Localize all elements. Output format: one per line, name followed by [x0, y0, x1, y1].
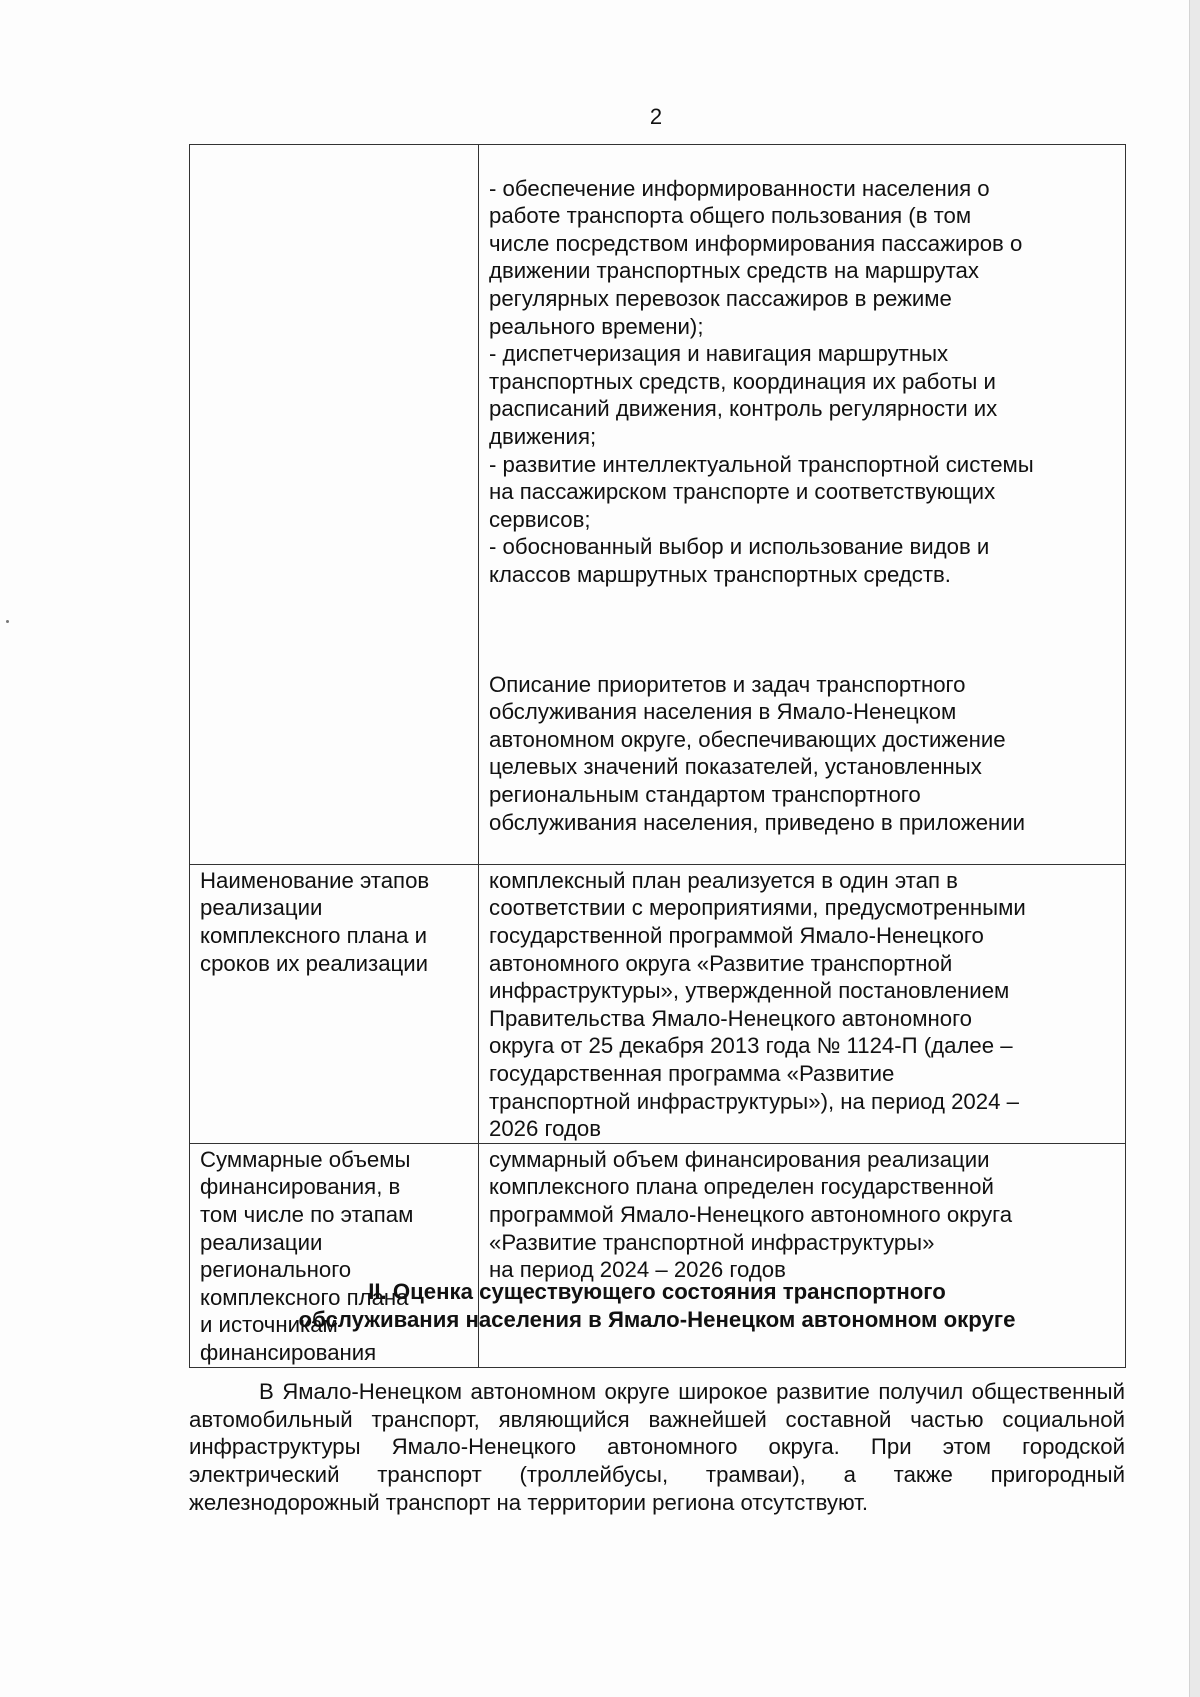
paragraph-gap — [489, 616, 1117, 643]
row-value-cell: суммарный объем финансирования реализации комплексного плана определен государственной программой Ямало-Ненецкого автономного округа «Развитие транспортной инфраструктуры» на период 2024 – 2026 годов — [479, 1143, 1126, 1367]
page-edge — [1189, 0, 1200, 1697]
section-heading: II. Оценка существующего состояния транспортного обслуживания населения в Ямало-Ненецком автономном округе — [298, 1279, 1016, 1332]
table-row — [190, 864, 1126, 1143]
program-passport-table — [189, 144, 1126, 1368]
row-label-cell — [190, 145, 479, 865]
body-paragraph: В Ямало-Ненецком автономном округе широкое развитие получил общественный автомобильный транспорт, являющийся важнейшей составной частью социальной инфраструктуры Ямало-Ненецкого автономного округа. При этом городской электрический транспорт (троллейбусы, трамваи), а также пригородный железнодорожный транспорт на территории региона отсутствуют. — [189, 1379, 1125, 1515]
row-label-cell: Наименование этапов реализации комплексного плана и сроков их реализации — [190, 864, 479, 1143]
table-row — [190, 145, 1126, 865]
row-value-cell: комплексный план реализуется в один этап в соответствии с мероприятиями, предусмотренными государственной программой Ямало-Ненецкого автономного округа «Развитие транспортной инфраструктуры», утвержденной постановлением Правительства Ямало-Ненецкого автономного округа от 25 декабря 2013 года № 1124-П (далее – государственная программа «Развитие транспортной инфраструктуры»), на период 2024 – 2026 годов — [479, 864, 1126, 1143]
priorities-description-text: Описание приоритетов и задач транспортного обслуживания населения в Ямало-Ненецком автономном округе, обеспечивающих достижение целевых значений показателей, установленных региональным стандартом транспортного обслуживания населения, приведено в приложении — [489, 671, 1026, 835]
row-label-cell: Суммарные объемы финансирования, в том числе по этапам реализации регионального комплексного плана и источникам финансирования — [190, 1143, 479, 1367]
scan-speck — [6, 620, 9, 623]
tasks-list-text: - обеспечение информированности населения о работе транспорта общего пользования (в том числе посредством информирования пассажиров о движении транспортных средств на маршрутах регулярных перевозок пассажиров в режиме реального времени); - диспетчеризация и навигация маршрутных транспортных средств, координация их работы и расписаний движения, контроль регулярности их движения; - развитие интеллектуальной транспортной системы на пассажирском транспорте и соответствующих сервисов; - обоснованный выбор и использование видов и классов маршрутных транспортных средств. — [489, 175, 1034, 587]
row-value-cell — [479, 145, 1126, 865]
page-number: 2 — [649, 104, 663, 129]
